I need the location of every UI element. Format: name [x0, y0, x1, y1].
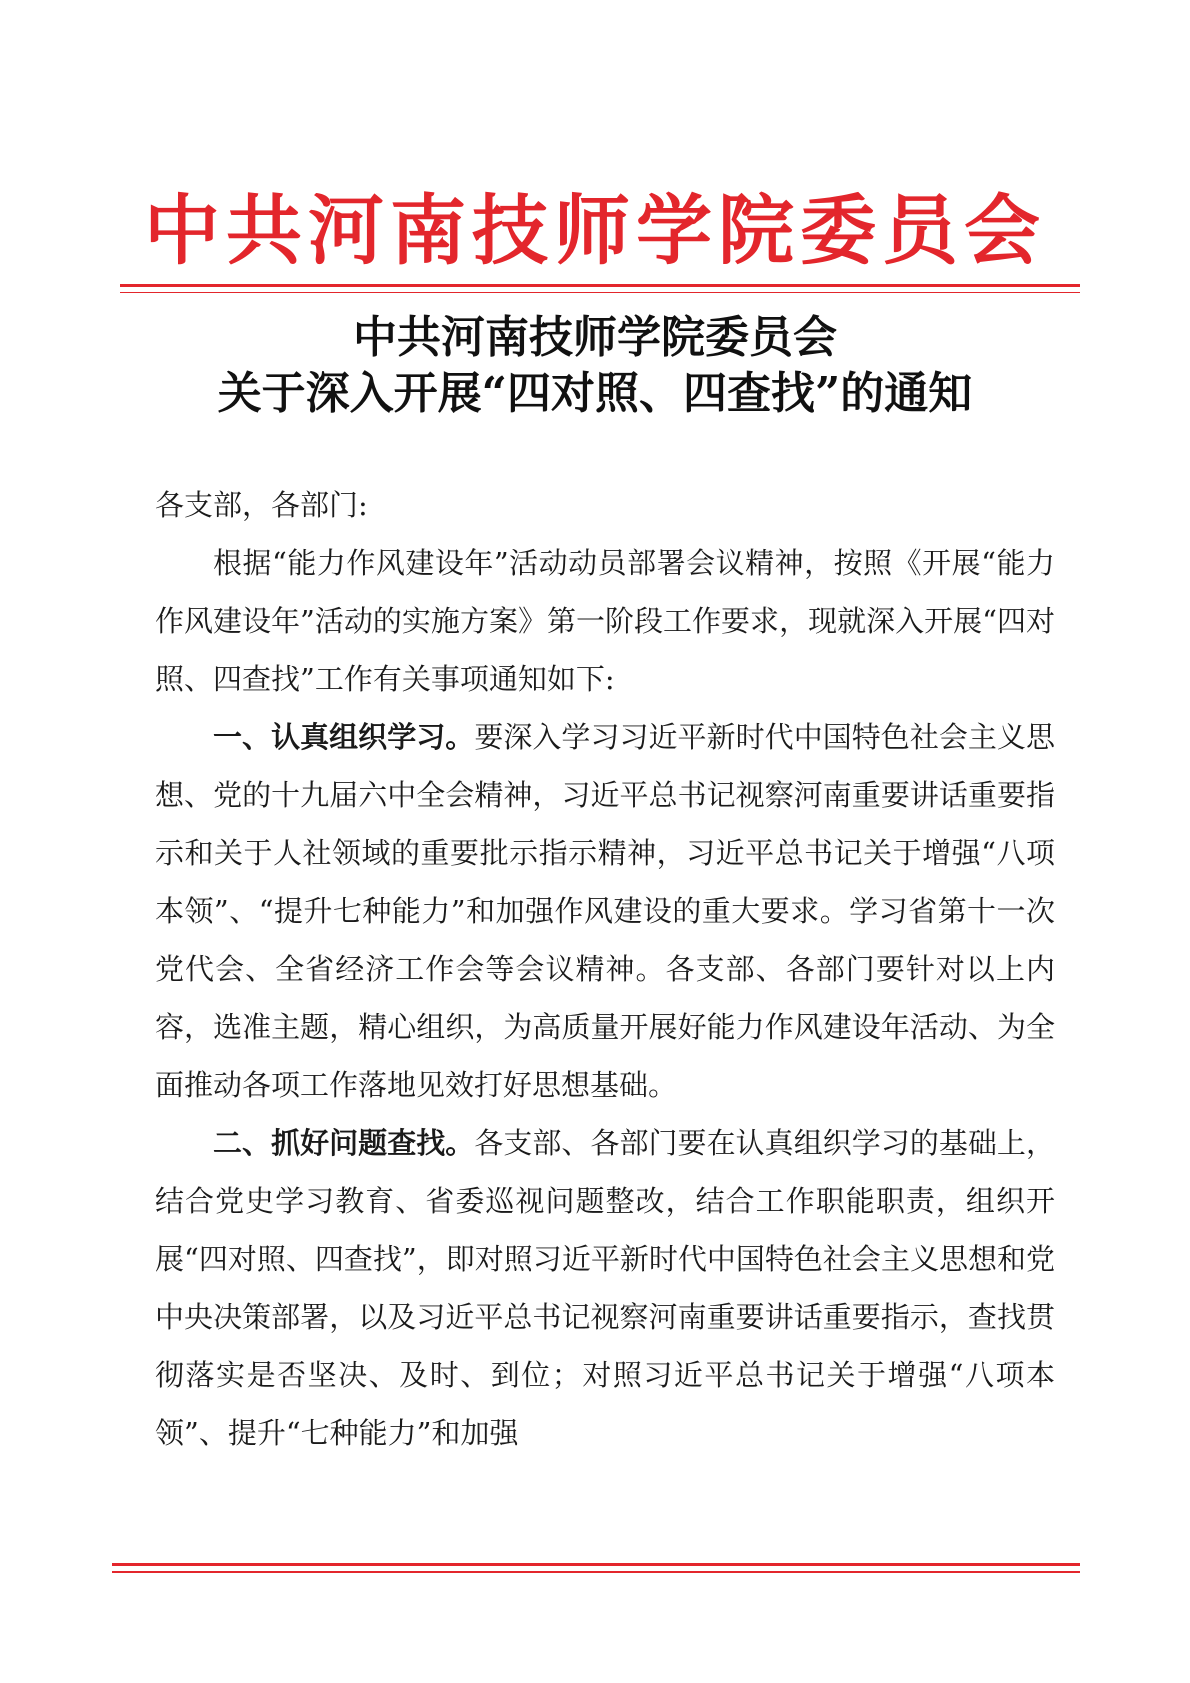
document-title [120, 310, 1070, 422]
letterhead-divider-top [120, 284, 1080, 287]
salutation: 各支部，各部门: [155, 488, 368, 522]
document-title-line-1: 中共河南技师学院委员会 [353, 312, 837, 363]
section-text-1: 要深入学习习近平新时代中国特色社会主义思想、党的十九届六中全会精神，习近平总书记视察河南重要讲话重要指示和关于人社领域的重要批示指示精神，习近平总书记关于增强“八项本领”、“提升七种能力”和加强作风建设的重大要求。学习省第十一次党代会、全省经济工作会等会议精神。各支部、各部门要针对以上内容，选准主题，精心组织，为高质量开展好能力作风建设年活动、为全面推动各项工作落地见效打好思想基础。 [155, 720, 1055, 1102]
section-heading-1: 一、认真组织学习。 [213, 720, 475, 754]
document-title-line-2: 关于深入开展“四对照、四查找”的通知 [217, 368, 973, 419]
letterhead-org-name: 中共河南技师学院委员会 [144, 186, 1046, 275]
footer-divider [112, 1563, 1080, 1566]
section-paragraph-2 [155, 1114, 1055, 1462]
section-heading-2: 二、抓好问题查找。 [213, 1126, 475, 1160]
document-body [155, 476, 1055, 1462]
section-text-2: 各支部、各部门要在认真组织学习的基础上，结合党史学习教育、省委巡视问题整改，结合工作职能职责，组织开展“四对照、四查找”，即对照习近平新时代中国特色社会主义思想和党中央决策部署，以及习近平总书记视察河南重要讲话重要指示，查找贯彻落实是否坚决、及时、到位；对照习近平总书记关于增强“八项本领”、提升“七种能力”和加强 [155, 1126, 1055, 1450]
section-paragraph-1 [155, 708, 1055, 1114]
intro-paragraph: 根据“能力作风建设年”活动动员部署会议精神，按照《开展“能力作风建设年”活动的实施方案》第一阶段工作要求，现就深入开展“四对照、四查找”工作有关事项通知如下: [155, 546, 1055, 696]
